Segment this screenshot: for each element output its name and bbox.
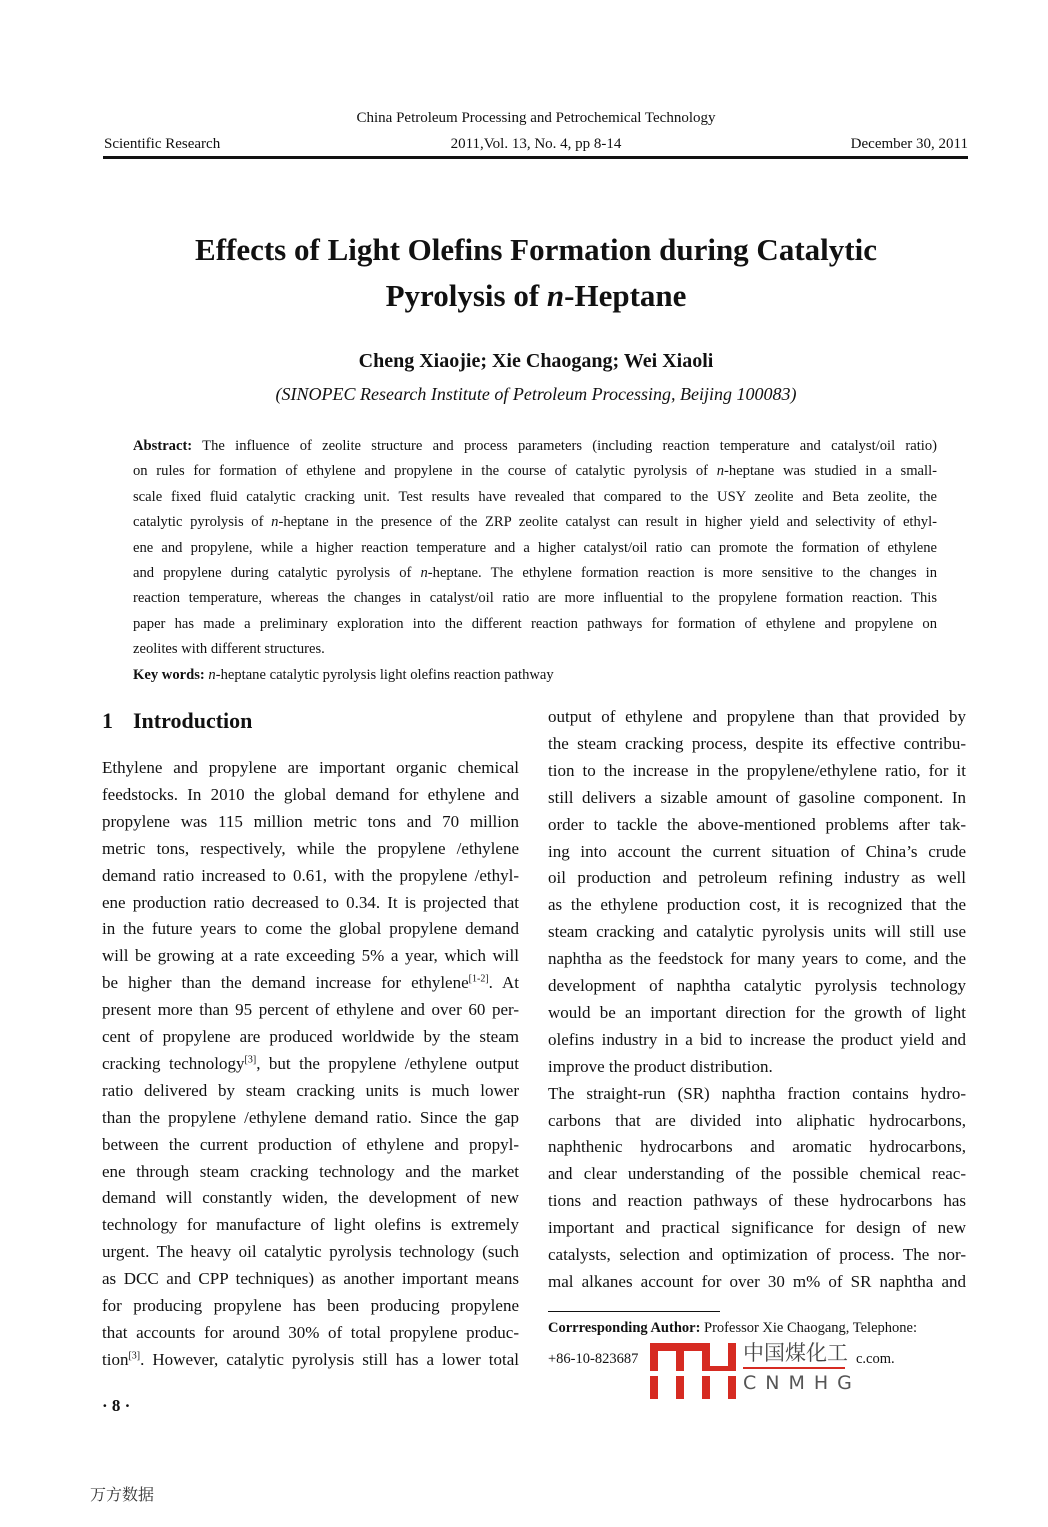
text-line <box>548 707 966 727</box>
text-run: reaction temperature, whereas the changes in catalyst/oil ratio are more influential to the propylene formation reaction. This <box>133 590 937 607</box>
footnote-line-1 <box>548 1320 917 1337</box>
text-line <box>102 919 519 939</box>
footnote-rule <box>548 1311 720 1312</box>
text-line <box>548 788 966 808</box>
section-label: Scientific Research <box>104 136 221 152</box>
text-run: carbons that are divided into aliphatic hydrocarbons, <box>548 1110 966 1130</box>
text-line <box>548 1164 966 1184</box>
text-run: development of naphtha catalytic pyrolysis technology <box>548 976 966 995</box>
text-line <box>548 895 966 915</box>
text-run: that accounts for around 30% of total propylene produc- <box>102 1322 519 1342</box>
header-rule <box>103 156 968 159</box>
text-run: -heptane catalytic pyrolysis light olefins reaction pathway <box>215 667 554 683</box>
text-line <box>548 1030 966 1050</box>
text-line <box>102 1162 519 1182</box>
text-line <box>548 949 966 969</box>
text-line <box>548 761 966 781</box>
text-run: propylene was 115 million metric tons and 70 million <box>102 811 519 831</box>
text-run: tion <box>102 1349 129 1369</box>
text-run: -heptane in the presence of the ZRP zeolite catalyst can result in higher yield and selectivity of ethyl- <box>278 514 937 531</box>
text-line <box>548 1084 966 1104</box>
text-run: zeolites with different structures. <box>133 641 325 658</box>
text-run: n <box>271 514 279 531</box>
text-line <box>548 815 966 835</box>
text-line <box>102 1027 519 1047</box>
text-run: than the propylene /ethylene demand ratio. Since the gap <box>102 1107 519 1127</box>
text-line <box>102 839 519 859</box>
text-run: and clear understanding of the possible chemical reac- <box>548 1164 966 1184</box>
text-run: ing into account the current situation of China’s crude <box>548 841 966 861</box>
text-run: . At <box>488 973 520 993</box>
text-run: ratio delivered by steam cracking units is much lower <box>102 1080 519 1100</box>
text-run: Pyrolysis of <box>385 278 547 313</box>
text-run: as the ethylene production cost, it is recognized that the <box>548 895 966 915</box>
title-line-1: Effects of Light Olefins Formation during Catalytic <box>195 232 877 267</box>
text-run: present more than 95 percent of ethylene and over 60 per- <box>102 1000 519 1020</box>
text-run: ene production ratio decreased to 0.34. It is projected that <box>102 892 519 912</box>
text-run: mal alkanes account for over 30 m% of SR naphtha and <box>548 1271 966 1291</box>
issue-date: December 30, 2011 <box>850 136 968 152</box>
text-line <box>133 564 937 582</box>
title-line-2 <box>0 278 1048 314</box>
text-run: . However, catalytic pyrolysis still has a lower total <box>140 1349 519 1369</box>
text-line <box>102 1188 519 1208</box>
text-run: ene and propylene, while a higher reaction temperature and a higher catalyst/oil ratio can promote the formation of ethylene <box>133 539 937 556</box>
text-run: tions and reaction pathways of these hydrocarbons has <box>548 1191 966 1211</box>
keywords <box>133 666 554 684</box>
text-run: -Heptane <box>564 278 687 313</box>
text-run: will be growing at a rate exceeding 5% a year, which will <box>102 946 519 966</box>
citation: [1-2] <box>468 973 489 985</box>
text-run: steam cracking and catalytic pyrolysis units will still use <box>548 922 966 942</box>
text-line <box>548 1111 966 1131</box>
text-line <box>548 868 966 888</box>
watermark-latin: CNMHG <box>743 1372 861 1394</box>
text-run: demand will constantly widen, the development of new <box>102 1188 519 1208</box>
text-line <box>133 513 937 531</box>
text-run: tion to the increase in the propylene/ethylene ratio, for it <box>548 760 966 780</box>
text-run: n <box>716 463 725 480</box>
text-line <box>133 615 937 633</box>
text-run: n <box>546 278 565 313</box>
text-line <box>102 785 519 805</box>
text-run: -heptane. The ethylene formation reaction is more sensitive to the changes in <box>427 565 937 581</box>
text-run: order to tackle the above-mentioned problems after tak- <box>548 814 966 834</box>
text-line <box>102 1269 519 1289</box>
text-line <box>133 488 937 506</box>
text-line <box>548 922 966 942</box>
text-run: ene through steam cracking technology and the market <box>102 1161 519 1181</box>
text-run: as DCC and CPP techniques) as another important means <box>102 1269 519 1289</box>
text-line <box>102 1108 519 1128</box>
text-line <box>133 462 937 480</box>
text-line <box>102 1135 519 1155</box>
text-run: catalytic pyrolysis of <box>133 514 272 531</box>
authors: Cheng Xiaojie; Xie Chaogang; Wei Xiaoli <box>358 350 714 372</box>
text-line <box>133 640 937 658</box>
text-run: n <box>208 667 216 683</box>
text-run: Key words: <box>133 667 205 683</box>
text-run: n <box>420 565 428 581</box>
text-run: technology for manufacture of light olefins is extremely <box>102 1215 519 1235</box>
text-run <box>638 1351 856 1368</box>
text-run: the steam cracking process, despite its effective contribu- <box>548 733 966 753</box>
text-run: and propylene during catalytic pyrolysis of <box>133 565 421 581</box>
text-run: c.com. <box>856 1351 895 1367</box>
text-run: oil production and petroleum refining industry as well <box>548 868 966 888</box>
text-run: naphthenic hydrocarbons and aromatic hydrocarbons, <box>548 1137 966 1157</box>
text-run: output of ethylene and propylene than that provided by <box>548 707 966 726</box>
text-line <box>102 866 519 886</box>
text-run: between the current production of ethylene and propyl- <box>102 1134 519 1154</box>
text-line <box>102 1350 519 1370</box>
text-line <box>102 758 519 778</box>
text-run: Ethylene and propylene are important organic chemical <box>102 758 519 777</box>
text-line <box>102 1054 519 1074</box>
watermark-chinese: 中国煤化工 <box>743 1341 848 1365</box>
text-run: still delivers a sizable amount of gasoline component. In <box>548 787 966 807</box>
text-run: , but the propylene /ethylene output <box>256 1053 520 1073</box>
text-line <box>102 1323 519 1343</box>
text-line <box>102 1296 519 1316</box>
affiliation: (SINOPEC Research Institute of Petroleum Processing, Beijing 100083) <box>275 384 797 404</box>
text-run: paper has made a preliminary exploration into the different reaction pathways for formation of ethylene and propylene on <box>133 615 937 632</box>
text-line <box>548 1218 966 1238</box>
text-line <box>548 1137 966 1157</box>
text-line <box>548 1272 966 1292</box>
text-run: scale fixed fluid catalytic cracking unit. Test results have revealed that compared to the USY zeolite and Beta zeolite, the <box>133 488 937 505</box>
text-line <box>102 812 519 832</box>
text-run: olefins industry in a bid to increase the product yield and <box>548 1029 966 1049</box>
text-line <box>133 539 937 557</box>
text-run: metric tons, respectively, while the propylene /ethylene <box>102 838 519 858</box>
text-run: cracking technology <box>102 1053 245 1073</box>
text-run: Professor Xie Chaogang, Telephone: <box>704 1320 917 1336</box>
text-line <box>133 589 937 607</box>
section-title: Introduction <box>133 708 253 733</box>
text-run: The straight-run (SR) naphtha fraction contains hydro- <box>548 1083 966 1103</box>
issue-info: 2011,Vol. 13, No. 4, pp 8-14 <box>450 136 622 152</box>
text-line <box>548 1003 966 1023</box>
section-heading <box>102 708 252 734</box>
text-run: catalysts, selection and optimization of process. The nor- <box>548 1245 966 1264</box>
page-number: · 8 · <box>102 1396 131 1415</box>
citation: [3] <box>128 1350 141 1362</box>
text-run: Abstract: <box>133 438 193 454</box>
text-run: -heptane was studied in a small- <box>724 463 938 480</box>
text-line <box>102 1242 519 1262</box>
text-line <box>548 1057 966 1077</box>
section-number: 1 <box>102 708 113 733</box>
text-run: The influence of zeolite structure and process parameters (including reaction temperature and catalyst/oil ratio) <box>192 438 937 454</box>
text-line <box>102 1081 519 1101</box>
text-run: in the future years to come the global propylene demand <box>102 919 519 939</box>
text-run: cent of propylene are produced worldwide by the steam <box>102 1027 519 1046</box>
text-run: urgent. The heavy oil catalytic pyrolysis technology (such <box>102 1242 519 1262</box>
text-line <box>133 437 937 455</box>
text-run: for producing propylene has been producing propylene <box>102 1296 519 1315</box>
footer-logo: 万方数据 <box>90 1485 155 1504</box>
text-line <box>548 842 966 862</box>
text-run: important and practical significance for design of new <box>548 1218 966 1238</box>
text-line <box>102 893 519 913</box>
text-line <box>548 1191 966 1211</box>
text-run: on rules for formation of ethylene and propylene in the course of catalytic pyrolysis of <box>133 463 717 480</box>
text-run: +86-10-823687 <box>548 1351 639 1367</box>
journal-name: China Petroleum Processing and Petrochemical Technology <box>356 110 716 126</box>
text-line <box>548 976 966 996</box>
text-line <box>548 734 966 754</box>
text-line <box>102 1000 519 1020</box>
citation: [3] <box>244 1054 257 1066</box>
text-run: be higher than the demand increase for ethylene <box>102 973 469 993</box>
text-line <box>548 1245 966 1265</box>
text-run: naphtha as the feedstock for many years to come, and the <box>548 949 966 969</box>
text-run: improve the product distribution. <box>548 1056 773 1076</box>
text-run: Corrresponding Author: <box>548 1320 705 1336</box>
text-run: demand ratio increased to 0.61, with the propylene /ethyl- <box>102 865 519 885</box>
text-line <box>102 973 519 993</box>
text-line <box>102 946 519 966</box>
text-line <box>102 1215 519 1235</box>
text-run: would be an important direction for the growth of light <box>548 1002 966 1022</box>
footnote-line-2 <box>548 1351 895 1368</box>
text-run: feedstocks. In 2010 the global demand for ethylene and <box>102 784 519 804</box>
